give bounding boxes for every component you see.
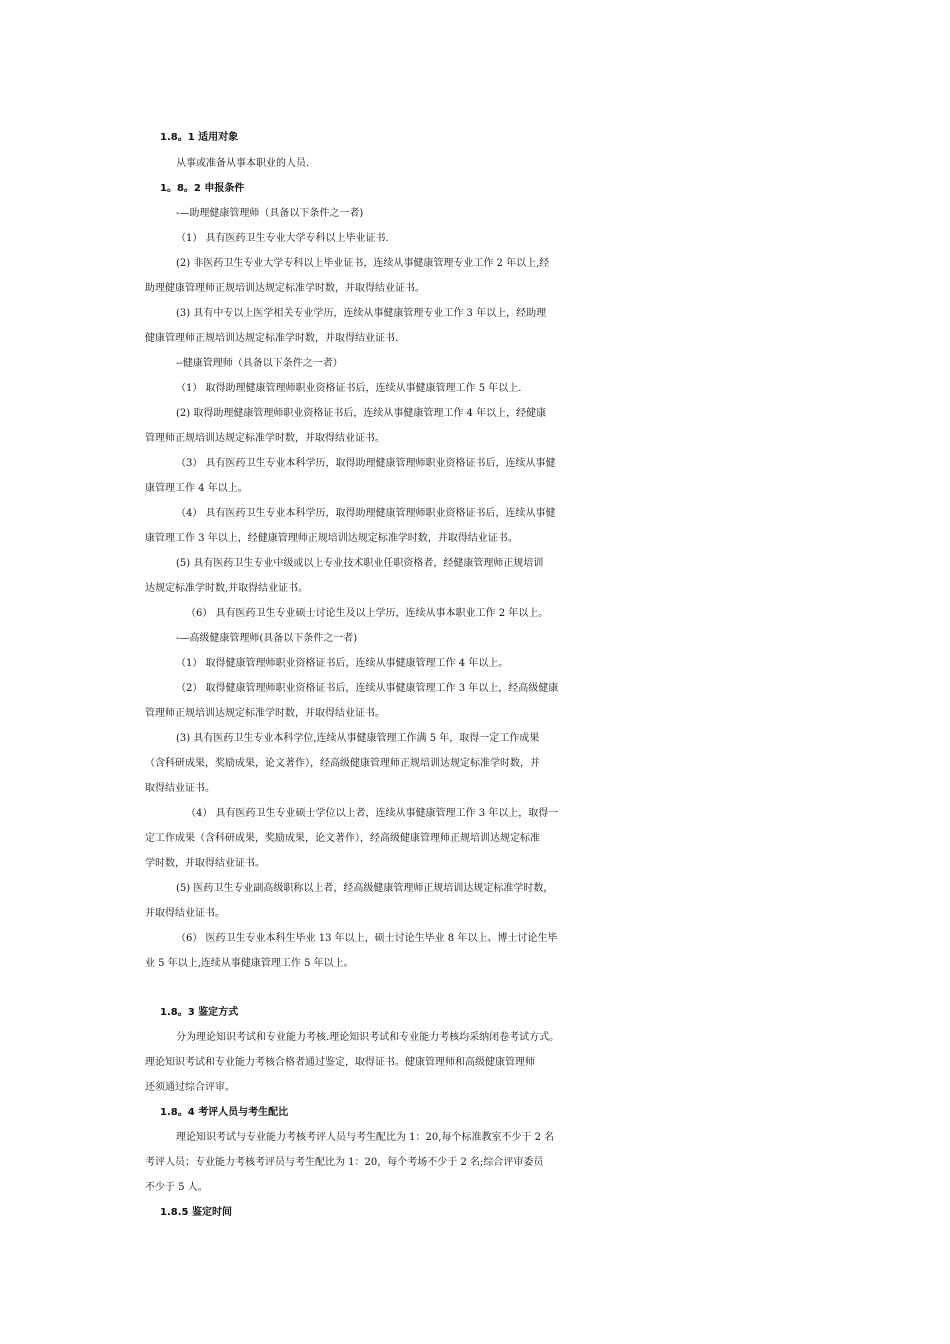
paragraph-line: (5) 具有医药卫生专业中级或以上专业技术职业任职资格者，经健康管理师正规培训 xyxy=(176,558,544,569)
section-heading: 1。8。2 申报条件 xyxy=(160,183,245,194)
paragraph-line: 业 5 年以上,连续从事健康管理工作 5 年以上。 xyxy=(145,958,354,969)
paragraph-line: 康管理工作 3 年以上，经健康管理师正规培训达规定标准学时数，并取得结业证书。 xyxy=(145,533,518,544)
paragraph-line: （6） 具有医药卫生专业硕士讨论生及以上学历，连续从事本职业工作 2 年以上。 xyxy=(186,608,549,619)
paragraph-line: (2) 非医药卫生专业大学专科以上毕业证书，连续从事健康管理专业工作 2 年以上,经 xyxy=(176,258,550,269)
paragraph-line: --健康管理师（具备以下条件之一者） xyxy=(176,358,343,369)
paragraph-line: （6） 医药卫生专业本科生毕业 13 年以上，硕士讨论生毕业 8 年以上、博士讨论生毕 xyxy=(176,933,558,944)
paragraph-line: 助理健康管理师正规培训达规定标准学时数，并取得结业证书。 xyxy=(145,283,425,294)
paragraph-line: 管理师正规培训达规定标准学时数，并取得结业证书。 xyxy=(145,708,385,719)
paragraph-line: 从事或准备从事本职业的人员. xyxy=(176,158,310,169)
paragraph-line: （1） 具有医药卫生专业大学专科以上毕业证书. xyxy=(176,233,389,244)
paragraph-line: 定工作成果（含科研成果，奖励成果，论文著作），经高级健康管理师正规培训达规定标准 xyxy=(145,833,540,844)
paragraph-line: （含科研成果，奖励成果，论文著作），经高级健康管理师正规培训达规定标准学时数，并 xyxy=(145,758,540,769)
paragraph-line: 并取得结业证书。 xyxy=(145,908,225,919)
paragraph-line: （1） 取得助理健康管理师职业资格证书后，连续从事健康管理工作 5 年以上. xyxy=(176,383,522,394)
paragraph-line: 理论知识考试和专业能力考核合格者通过鉴定，取得证书。健康管理师和高级健康管理师 xyxy=(145,1057,535,1068)
paragraph-line: 不少于 5 人。 xyxy=(145,1182,208,1193)
paragraph-line: （2） 取得健康管理师职业资格证书后，连续从事健康管理工作 3 年以上，经高级健康 xyxy=(176,683,559,694)
section-heading: 1.8。3 鉴定方式 xyxy=(160,1007,239,1018)
paragraph-line: (5) 医药卫生专业副高级职称以上者，经高级健康管理师正规培训达规定标准学时数， xyxy=(176,883,554,894)
paragraph-line: 康管理工作 4 年以上。 xyxy=(145,483,248,494)
section-heading: 1.8。4 考评人员与考生配比 xyxy=(160,1107,289,1118)
paragraph-line: 还须通过综合评审。 xyxy=(145,1082,235,1093)
paragraph-line: （4） 具有医药卫生专业本科学历，取得助理健康管理师职业资格证书后，连续从事健 xyxy=(176,508,556,519)
paragraph-line: （4） 具有医药卫生专业硕士学位以上者，连续从事健康管理工作 3 年以上，取得一 xyxy=(186,808,559,819)
paragraph-line: (2) 取得助理健康管理师职业资格证书后，连续从事健康管理工作 4 年以上，经健康 xyxy=(176,408,547,419)
paragraph-line: 管理师正规培训达规定标准学时数，并取得结业证书。 xyxy=(145,433,385,444)
paragraph-line: 健康管理师正规培训达规定标准学时数，并取得结业证书. xyxy=(145,333,399,344)
paragraph-line: 考评人员；专业能力考核考评员与考生配比为 1：20，每个考场不少于 2 名;综合评审委员 xyxy=(145,1157,544,1168)
paragraph-line: 分为理论知识考试和专业能力考核.理论知识考试和专业能力考核均采纳闭卷考试方式。 xyxy=(176,1032,560,1043)
paragraph-line: (3) 具有中专以上医学相关专业学历，连续从事健康管理专业工作 3 年以上，经助理 xyxy=(176,308,547,319)
paragraph-line: -—助理健康管理师（具备以下条件之一者) xyxy=(176,208,364,219)
paragraph-line: 达规定标准学时数,并取得结业证书。 xyxy=(145,583,309,594)
paragraph-line: 取得结业证书。 xyxy=(145,783,215,794)
section-heading: 1.8.5 鉴定时间 xyxy=(160,1207,232,1218)
paragraph-line: 理论知识考试与专业能力考核考评人员与考生配比为 1：20,每个标准教室不少于 2 名 xyxy=(176,1132,555,1143)
section-heading: 1.8。1 适用对象 xyxy=(160,132,239,143)
paragraph-line: (3) 具有医药卫生专业本科学位,连续从事健康管理工作满 5 年，取得一定工作成果 xyxy=(176,733,540,744)
paragraph-line: （3） 具有医药卫生专业本科学历，取得助理健康管理师职业资格证书后，连续从事健 xyxy=(176,458,556,469)
paragraph-line: 学时数，并取得结业证书。 xyxy=(145,858,265,869)
paragraph-line: -—高级健康管理师(具备以下条件之一者) xyxy=(176,633,358,644)
paragraph-line: （1） 取得健康管理师职业资格证书后，连续从事健康管理工作 4 年以上。 xyxy=(176,658,509,669)
